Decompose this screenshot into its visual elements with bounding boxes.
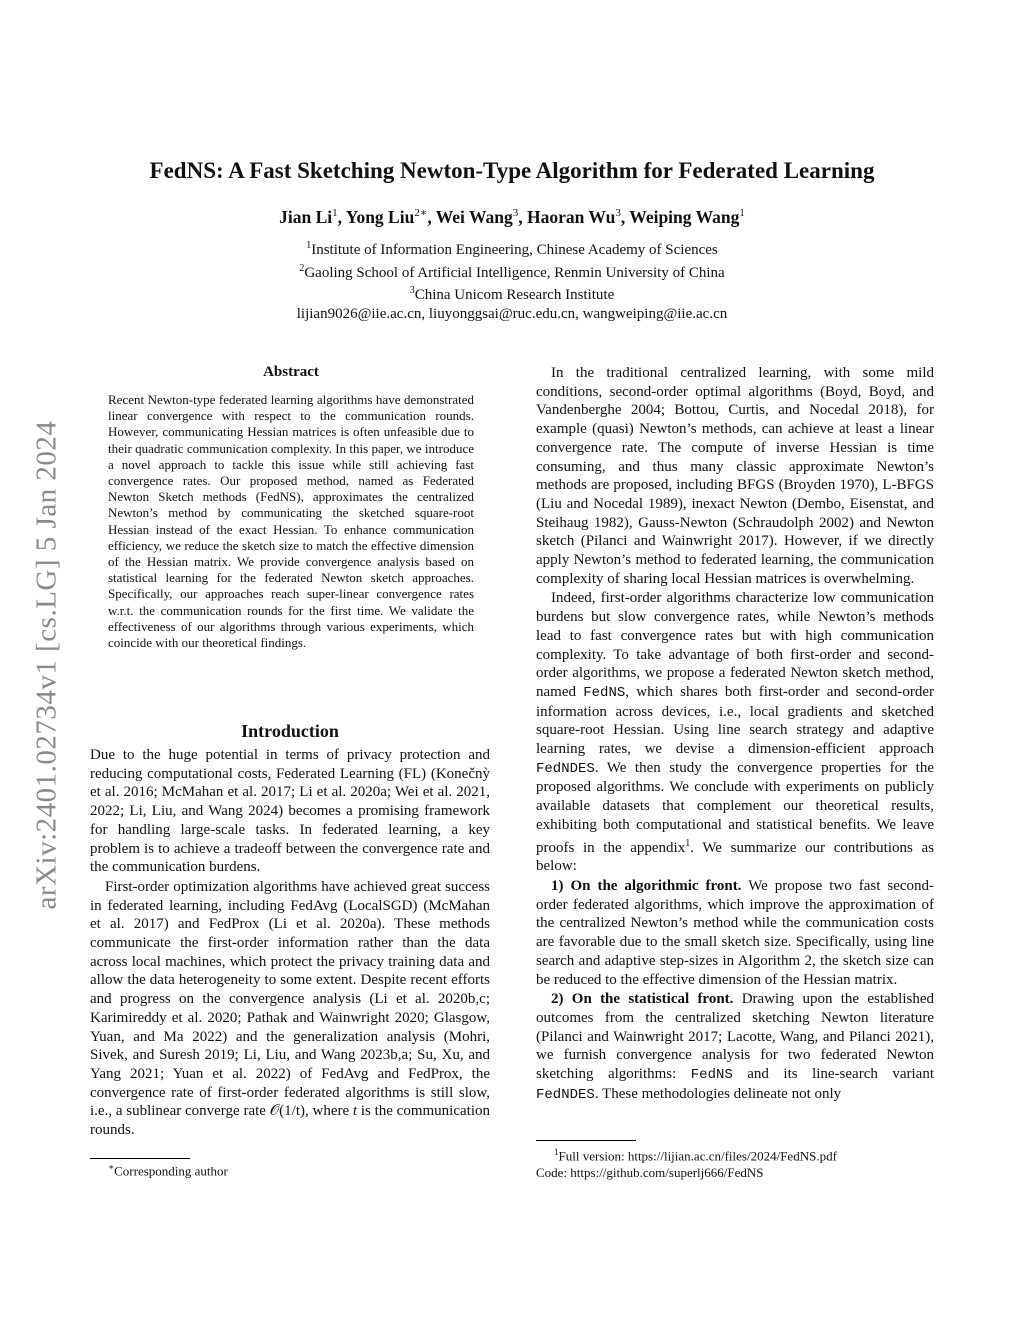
code-fedndes: FedNDES bbox=[536, 760, 595, 777]
contribution-2-heading: 2) On the statistical front. bbox=[551, 991, 734, 1008]
affiliation-line: $^1$Institute of Information Engineering, Chinese Academy of Sciences bbox=[306, 240, 718, 258]
code-fedns: FedNS bbox=[583, 684, 626, 701]
code-fedns: FedNS bbox=[690, 1067, 733, 1084]
code-link[interactable]: Code: https://github.com/superlj666/FedNS bbox=[536, 1164, 764, 1180]
right-column bbox=[536, 364, 934, 1104]
author-affil-mark: 3 bbox=[615, 207, 621, 219]
author-name: Wei Wang bbox=[435, 206, 513, 227]
right-paragraph-2: Indeed, first-order algorithms characterize low communication burdens but slow convergence rates, while Newton’s methods lead to fast convergence rates but with high communication complexity. To take advantage of both first-order and second-order algorithms, we propose a federated Newton sketch method, named FedNS, which shares both first-order and second-order information across devices, i.e., local gradients and sketched square-root Hessian. Using line search strategy and adaptive learning rates, we devise a dimension-efficient approach FedNDES. We then study the convergence properties for the proposed algorithms. We conclude with experiments on publicly available datasets that complement our theoretical results, exhibiting both computational and statistical benefits. We leave proofs in the appendix$^1$. We summarize our contributions as below: bbox=[536, 590, 935, 875]
contribution-2: 2) On the statistical front. Drawing upon the established outcomes from the centralized sketching Newton literature (Pilanci and Wainwright 2017; Lacotte, Wang, and Pilanci 2021), we furnish convergence analysis for two federated Newton sketching algorithms: FedNS and its line-search variant FedNDES. These methodologies delineate not only bbox=[536, 991, 934, 1103]
author-affil-mark: 3 bbox=[512, 207, 519, 219]
math-t: t bbox=[352, 1103, 358, 1120]
intro-paragraph-2: First-order optimization algorithms have achieved great success in federated learning, including FedAvg (LocalSGD) (McMahan et al. 2017) and FedProx (Li et al. 2020a). These methods communicate the first-order information rather than the data across local machines, which protect the privacy training data and allow the data heterogeneity to some extent. Despite recent efforts and progress on the convergence analysis (Li et al. 2020b,c; Karimireddy et al. 2020; Pathak and Wainwright 2020; Glasgow, Yuan, and Ma 2022) and the generalization analysis (Mohri, Sivek, and Suresh 2019; Li, Liu, and Wang 2023b,a; Su, Xu, and Yang 2021; Yuan et al. 2022) of FedAvg and FedProx, the convergence rate of first-order federated algorithms is still slow, i.e., a sublinear converge rate 𝒪(1/t), where t is the communication rounds. bbox=[90, 878, 490, 1139]
arxiv-stamp-text: arXiv:2401.02734v1 [cs.LG] 5 Jan 2024 bbox=[30, 420, 63, 910]
affiliation-line: $^3$China Unicom Research Institute bbox=[409, 285, 615, 304]
contribution-1-heading: 1) On the algorithmic front. bbox=[551, 877, 742, 894]
affiliations bbox=[120, 237, 904, 324]
author-affil-mark: 2∗ bbox=[414, 207, 428, 219]
full-version-link[interactable]: $^1$Full version: https://lijian.ac.cn/files/2024/FedNS.pdf bbox=[554, 1147, 837, 1164]
intro-paragraph-1: Due to the huge potential in terms of privacy protection and reducing computational costs, Federated Learning (FL) (Konečnỳ et al. 2016; McMahan et al. 2017; Li et al. 2020a; Wei et al. 2021, 2022; Li, Liu, and Wang 2024) becomes a promising framework for handling large-scale tasks. In federated learning, a key problem is to achieve a tradeoff between the convergence rate and the communication burdens. bbox=[90, 747, 490, 876]
paper-title: FedNS: A Fast Sketching Newton-Type Algorithm for Federated Learning bbox=[149, 158, 875, 183]
abstract-text: Recent Newton-type federated learning algorithms have demonstrated linear convergence with respect to the communication rounds. However, communicating Hessian matrices is often unfeasible due to their quadratic communication complexity. In this paper, we introduce a novel approach to tackle this issue while still achieving fast convergence rates. Our proposed method, named as Federated Newton Sketch methods (FedNS), approximates the centralized Newton’s method by communicating the sketched square-root Hessian instead of the exact Hessian. To enhance communication efficiency, we reduce the sketch size to match the effective dimension of the Hessian matrix. We provide convergence analysis based on statistical learning for the federated Newton sketch approaches. Specifically, our approaches reach super-linear convergence rates w.r.t. the communication rounds for the first time. We validate the effectiveness of our algorithms through various experiments, which coincide with our theoretical findings. bbox=[108, 392, 474, 651]
author-list: Jian Li$^1$, Yong Liu$^{2∗}$, Wei Wang$^3$, Haoran Wu$^3$, Weiping Wang$^1$ bbox=[279, 206, 745, 227]
author-emails: lijian9026@iie.ac.cn, liuyonggsai@ruc.edu.cn, wangweiping@iie.ac.cn bbox=[296, 306, 728, 323]
corresponding-author-footnote: ∗Corresponding author bbox=[108, 1162, 228, 1179]
contribution-1: 1) On the algorithmic front. We propose two fast second-order federated algorithms, which improve the approximation of the centralized Newton’s method while the communication costs are favorable due to the small sketch size. Specifically, using line search and adaptive step-sizes in Algorithm 2, the sketch size can be reduced to the effective dimension of the Hessian matrix. bbox=[536, 877, 935, 988]
affiliation-line: $^2$Gaoling School of Artificial Intelligence, Renmin University of China bbox=[299, 262, 725, 281]
author-name: Weiping Wang bbox=[629, 206, 740, 227]
author-name: Haoran Wu bbox=[527, 206, 616, 227]
abstract-heading: Abstract bbox=[263, 364, 319, 380]
links-footnote bbox=[536, 1144, 837, 1181]
author-name: Jian Li bbox=[279, 206, 333, 227]
footnote-rule bbox=[90, 1158, 190, 1159]
author-affil-mark: 1 bbox=[739, 207, 745, 219]
big-o-math: 𝒪(1/t) bbox=[269, 1103, 305, 1120]
footnote-mark: 1 bbox=[685, 837, 691, 849]
arxiv-stamp bbox=[18, 370, 76, 960]
footnote-rule bbox=[536, 1140, 636, 1141]
right-paragraph-1: In the traditional centralized learning, with some mild conditions, second-order optimal algorithms (Boyd, Boyd, and Vandenberghe 2004; Bottou, Curtis, and Nocedal 2018), for example (quasi) Newton’s methods, can achieve at least a linear convergence rate. The compute of inverse Hessian is time consuming, and thus many classic approximate Newton’s methods are proposed, including BFGS (Broyden 1970), L-BFGS (Liu and Nocedal 1989), inexact Newton (Dembo, Eisenstat, and Steihaug 1982), Gauss-Newton (Schraudolph 2002) and Newton sketch (Pilanci and Wainwright 2017). However, if we directly apply Newton’s method to federated learning, the communication complexity of sharing local Hessian matrices is overwhelming. bbox=[536, 365, 934, 587]
left-column bbox=[90, 746, 490, 1140]
author-name: Yong Liu bbox=[345, 206, 415, 227]
introduction-heading: Introduction bbox=[241, 721, 339, 741]
author-affil-mark: 1 bbox=[332, 207, 338, 219]
code-fedndes: FedNDES bbox=[536, 1086, 595, 1103]
